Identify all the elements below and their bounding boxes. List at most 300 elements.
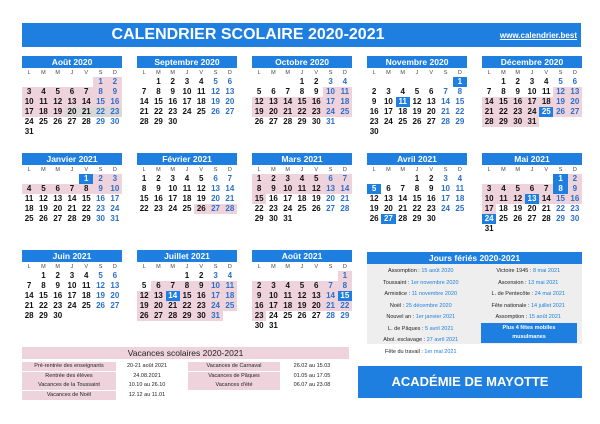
day-cell: 21 bbox=[441, 107, 450, 116]
day-cell: 23 bbox=[252, 311, 266, 321]
month-title: Février 2021 bbox=[137, 153, 237, 165]
day-cell: 30 bbox=[268, 214, 278, 223]
jour-ferie-row bbox=[367, 347, 475, 359]
day-cell: 11 bbox=[455, 184, 465, 193]
weekday-label: D bbox=[227, 70, 232, 76]
weekday-label: M bbox=[285, 167, 290, 173]
day-cell: 26 bbox=[53, 117, 63, 126]
day-cell: 17 bbox=[525, 97, 539, 107]
empty-day-cell bbox=[22, 174, 36, 184]
vacances-dates: 10.10 au 26.10 bbox=[128, 382, 166, 388]
day-cell: 27 bbox=[326, 204, 335, 213]
day-cell: 6 bbox=[65, 87, 79, 97]
weekday-label: L bbox=[27, 167, 31, 173]
empty-day-cell bbox=[396, 174, 410, 184]
month-day-grid bbox=[22, 166, 122, 224]
day-cell: 4 bbox=[36, 87, 50, 97]
month-day-grid bbox=[22, 263, 122, 321]
vacances-label: Vacances de Carnaval bbox=[188, 362, 280, 371]
day-cell: 14 bbox=[398, 194, 408, 203]
weekday-label: L bbox=[487, 167, 491, 173]
weekday-label: M bbox=[515, 70, 520, 76]
day-cell: 22 bbox=[153, 107, 163, 116]
day-cell: 28 bbox=[81, 117, 91, 126]
day-cell: 14 bbox=[323, 291, 337, 301]
day-cell: 26 bbox=[412, 117, 422, 126]
weekday-label: D bbox=[112, 70, 117, 76]
day-cell: 28 bbox=[223, 204, 237, 214]
day-cell: 15 bbox=[93, 97, 107, 107]
day-cell: 28 bbox=[67, 214, 77, 223]
day-cell: 22 bbox=[139, 204, 149, 213]
day-cell: 10 bbox=[441, 184, 450, 193]
day-cell: 3 bbox=[443, 174, 448, 183]
day-cell: 9 bbox=[252, 291, 266, 301]
day-cell: 16 bbox=[108, 97, 122, 107]
weekday-label: D bbox=[342, 167, 347, 173]
day-cell: 3 bbox=[328, 77, 333, 86]
day-cell: 30 bbox=[369, 127, 379, 136]
day-cell: 18 bbox=[455, 194, 465, 203]
day-cell: 1 bbox=[41, 271, 46, 280]
day-cell: 12 bbox=[252, 97, 266, 107]
day-cell: 5 bbox=[256, 87, 262, 96]
day-cell: 10 bbox=[108, 184, 122, 194]
day-cell: 15 bbox=[455, 97, 465, 106]
day-cell: 19 bbox=[51, 107, 65, 117]
weekday-label: V bbox=[199, 167, 204, 173]
weekday-label: V bbox=[84, 264, 89, 270]
day-cell: 17 bbox=[441, 194, 450, 203]
empty-day-cell bbox=[309, 271, 323, 281]
day-cell: 16 bbox=[96, 194, 105, 203]
day-cell: 1 bbox=[338, 271, 352, 281]
day-cell: 19 bbox=[211, 97, 220, 106]
day-cell: 20 bbox=[65, 107, 79, 117]
day-cell: 16 bbox=[53, 291, 63, 300]
day-cell: 18 bbox=[24, 204, 34, 213]
day-cell: 25 bbox=[455, 204, 465, 213]
weekday-label: V bbox=[199, 264, 204, 270]
month-title: Mai 2021 bbox=[482, 153, 582, 165]
day-cell: 12 bbox=[295, 291, 309, 301]
day-cell: 23 bbox=[96, 204, 105, 213]
day-cell: 27 bbox=[268, 117, 278, 126]
day-cell: 30 bbox=[53, 311, 63, 320]
weekday-label: M bbox=[386, 70, 391, 76]
day-cell: 23 bbox=[108, 107, 122, 117]
weekday-label: J bbox=[70, 70, 74, 76]
day-cell: 13 bbox=[110, 281, 120, 290]
day-cell: 17 bbox=[182, 97, 192, 106]
day-cell: 22 bbox=[412, 204, 422, 213]
day-cell: 31 bbox=[208, 311, 222, 321]
day-cell: 29 bbox=[38, 311, 48, 320]
day-cell: 25 bbox=[283, 311, 293, 320]
day-cell: 30 bbox=[311, 117, 321, 126]
day-cell: 14 bbox=[24, 291, 34, 300]
month-title: Septembre 2020 bbox=[137, 56, 237, 68]
day-cell: 31 bbox=[268, 321, 278, 330]
day-cell: 16 bbox=[268, 194, 278, 203]
day-cell: 8 bbox=[299, 87, 305, 96]
day-cell: 12 bbox=[369, 194, 379, 203]
day-cell: 11 bbox=[197, 87, 206, 96]
day-cell: 6 bbox=[112, 271, 118, 280]
vacances-title: Vacances scolaires 2020-2021 bbox=[22, 347, 349, 359]
day-cell: 3 bbox=[386, 87, 391, 96]
weekday-label: M bbox=[41, 167, 46, 173]
day-cell: 12 bbox=[96, 281, 105, 290]
day-cell: 2 bbox=[93, 174, 107, 184]
month-day-grid bbox=[137, 166, 237, 214]
month-calendar bbox=[252, 56, 352, 127]
day-cell: 18 bbox=[539, 97, 553, 107]
day-cell: 24 bbox=[67, 301, 77, 310]
day-cell: 10 bbox=[266, 291, 280, 301]
empty-day-cell bbox=[323, 271, 337, 281]
day-cell: 6 bbox=[51, 184, 65, 194]
empty-day-cell bbox=[482, 174, 496, 184]
empty-day-cell bbox=[65, 174, 79, 184]
month-calendar bbox=[252, 250, 352, 331]
day-cell: 6 bbox=[572, 77, 578, 86]
day-cell: 3 bbox=[266, 281, 280, 291]
day-cell: 19 bbox=[38, 204, 48, 213]
month-title: Avril 2021 bbox=[367, 153, 467, 165]
month-day-grid bbox=[252, 166, 352, 224]
day-cell: 4 bbox=[400, 87, 405, 96]
empty-day-cell bbox=[396, 77, 410, 87]
day-cell: 4 bbox=[295, 174, 309, 184]
day-cell: 22 bbox=[38, 301, 48, 310]
day-cell: 11 bbox=[281, 291, 295, 301]
day-cell: 9 bbox=[170, 87, 175, 96]
day-cell: 20 bbox=[568, 97, 582, 107]
month-calendar bbox=[137, 153, 237, 214]
month-calendar bbox=[137, 250, 237, 321]
day-cell: 21 bbox=[281, 107, 295, 117]
day-cell: 7 bbox=[486, 87, 492, 96]
day-cell: 22 bbox=[556, 204, 565, 213]
day-cell: 24 bbox=[24, 117, 34, 126]
day-cell: 30 bbox=[110, 117, 120, 126]
day-cell: 1 bbox=[93, 77, 107, 87]
day-cell: 10 bbox=[383, 97, 393, 106]
day-cell: 13 bbox=[426, 97, 436, 106]
day-cell: 15 bbox=[412, 194, 422, 203]
weekday-label: D bbox=[112, 167, 117, 173]
day-cell: 15 bbox=[153, 97, 163, 106]
day-cell: 7 bbox=[338, 174, 352, 184]
website-link[interactable]: www.calendrier.best bbox=[499, 31, 577, 40]
day-cell: 1 bbox=[299, 77, 305, 86]
day-cell: 13 bbox=[309, 291, 323, 301]
day-cell: 14 bbox=[338, 184, 352, 194]
day-cell: 20 bbox=[326, 194, 335, 203]
month-calendar bbox=[252, 153, 352, 224]
day-cell: 22 bbox=[180, 301, 194, 311]
day-cell: 20 bbox=[309, 301, 323, 311]
day-cell: 1 bbox=[414, 174, 420, 183]
day-cell: 5 bbox=[414, 87, 420, 96]
day-cell: 29 bbox=[254, 214, 264, 223]
vacances-dates: 26.02 au 15.03 bbox=[293, 363, 331, 369]
month-day-grid bbox=[367, 69, 467, 137]
day-cell: 24 bbox=[383, 117, 393, 126]
jour-ferie-date: 8 mai 2021 bbox=[532, 268, 561, 274]
day-cell: 13 bbox=[266, 97, 280, 107]
day-cell: 25 bbox=[297, 204, 307, 213]
weekday-label: J bbox=[300, 70, 304, 76]
day-cell: 16 bbox=[568, 194, 582, 204]
weekday-label: L bbox=[142, 264, 146, 270]
day-cell: 2 bbox=[199, 271, 204, 280]
day-cell: 25 bbox=[223, 301, 237, 311]
day-cell: 27 bbox=[225, 107, 235, 116]
day-cell: 20 bbox=[53, 204, 63, 213]
day-cell: 11 bbox=[182, 184, 192, 193]
empty-day-cell bbox=[525, 174, 539, 184]
weekday-label: L bbox=[487, 70, 491, 76]
jours-feries-right-column bbox=[475, 266, 583, 358]
day-cell: 17 bbox=[110, 194, 120, 203]
day-cell: 27 bbox=[110, 301, 120, 310]
day-cell: 5 bbox=[309, 174, 323, 184]
day-cell: 3 bbox=[213, 271, 218, 280]
empty-day-cell bbox=[496, 174, 510, 184]
day-cell: 31 bbox=[525, 117, 539, 127]
day-cell: 15 bbox=[81, 194, 91, 203]
day-cell: 16 bbox=[369, 107, 379, 116]
vacances-label: Pré-rentrée des enseignants bbox=[22, 362, 116, 371]
day-cell: 11 bbox=[396, 97, 410, 107]
day-cell: 15 bbox=[252, 194, 266, 204]
day-cell: 28 bbox=[541, 214, 551, 223]
day-cell: 3 bbox=[529, 77, 535, 86]
weekday-label: M bbox=[170, 70, 175, 76]
empty-day-cell bbox=[281, 271, 295, 281]
weekday-label: M bbox=[515, 167, 520, 173]
day-cell: 26 bbox=[553, 107, 567, 117]
day-cell: 27 bbox=[151, 311, 165, 321]
day-cell: 29 bbox=[496, 117, 510, 127]
day-cell: 24 bbox=[268, 311, 278, 320]
jour-ferie-name: Nouvel an : bbox=[386, 314, 415, 320]
jour-ferie-name: Victoire 1945 : bbox=[496, 268, 532, 274]
jour-ferie-name: Toussaint : bbox=[382, 279, 410, 286]
day-cell: 28 bbox=[326, 311, 335, 320]
day-cell: 13 bbox=[323, 184, 337, 194]
day-cell: 27 bbox=[67, 117, 77, 126]
day-cell: 17 bbox=[22, 107, 36, 117]
month-calendar bbox=[367, 153, 467, 224]
day-cell: 24 bbox=[168, 204, 178, 213]
day-cell: 29 bbox=[153, 117, 163, 126]
day-cell: 27 bbox=[527, 214, 537, 223]
month-day-grid bbox=[482, 69, 582, 127]
weekday-label: J bbox=[530, 70, 534, 76]
day-cell: 26 bbox=[297, 311, 307, 320]
day-cell: 24 bbox=[525, 107, 539, 117]
weekday-label: L bbox=[372, 167, 376, 173]
day-cell: 23 bbox=[570, 204, 580, 213]
day-cell: 16 bbox=[153, 194, 163, 203]
day-cell: 20 bbox=[151, 301, 165, 311]
day-cell: 20 bbox=[426, 107, 436, 116]
weekday-label: J bbox=[185, 167, 189, 173]
day-cell: 2 bbox=[429, 174, 434, 183]
day-cell: 30 bbox=[194, 311, 208, 321]
month-day-grid bbox=[482, 166, 582, 234]
day-cell: 12 bbox=[412, 97, 422, 106]
weekday-label: J bbox=[300, 264, 304, 270]
day-cell: 4 bbox=[184, 174, 190, 183]
weekday-label: S bbox=[213, 167, 218, 173]
day-cell: 21 bbox=[541, 204, 551, 213]
jour-ferie-row bbox=[367, 312, 475, 324]
day-cell: 10 bbox=[482, 194, 496, 204]
weekday-label: D bbox=[342, 264, 347, 270]
day-cell: 22 bbox=[254, 204, 264, 213]
day-cell: 17 bbox=[208, 291, 222, 301]
day-cell: 24 bbox=[441, 204, 450, 213]
day-cell: 23 bbox=[426, 204, 436, 213]
fetes-note-line2: musulmanes bbox=[512, 334, 546, 340]
day-cell: 7 bbox=[227, 174, 233, 183]
day-cell: 21 bbox=[166, 301, 180, 311]
vacances-label: Vacances de Noël bbox=[22, 391, 116, 400]
day-cell: 19 bbox=[369, 204, 379, 213]
day-cell: 6 bbox=[227, 77, 233, 86]
day-cell: 8 bbox=[141, 184, 147, 193]
day-cell: 2 bbox=[371, 87, 377, 96]
day-cell: 1 bbox=[79, 174, 93, 184]
day-cell: 9 bbox=[515, 87, 520, 96]
day-cell: 23 bbox=[53, 301, 63, 310]
day-cell: 12 bbox=[51, 97, 65, 107]
day-cell: 3 bbox=[184, 77, 190, 86]
day-cell: 26 bbox=[38, 214, 48, 223]
weekday-label: M bbox=[285, 264, 290, 270]
day-cell: 19 bbox=[553, 97, 567, 107]
day-cell: 29 bbox=[297, 117, 307, 126]
day-cell: 6 bbox=[213, 174, 218, 183]
day-cell: 24 bbox=[283, 204, 293, 213]
day-cell: 25 bbox=[498, 214, 508, 223]
day-cell: 20 bbox=[527, 204, 537, 213]
day-cell: 31 bbox=[326, 117, 335, 126]
day-cell: 17 bbox=[482, 204, 496, 214]
empty-day-cell bbox=[252, 271, 266, 281]
empty-day-cell bbox=[381, 77, 395, 87]
weekday-label: V bbox=[544, 70, 549, 76]
day-cell: 28 bbox=[139, 117, 149, 126]
day-cell: 15 bbox=[180, 291, 194, 301]
day-cell: 26 bbox=[513, 214, 523, 223]
weekday-label: M bbox=[285, 70, 290, 76]
day-cell: 11 bbox=[223, 281, 237, 291]
day-cell: 25 bbox=[38, 117, 48, 126]
jour-ferie-name: Noël : bbox=[389, 302, 405, 309]
day-cell: 1 bbox=[252, 174, 266, 184]
day-cell: 20 bbox=[225, 97, 235, 106]
weekday-label: S bbox=[443, 70, 448, 76]
day-cell: 1 bbox=[184, 271, 190, 280]
day-cell: 18 bbox=[297, 194, 307, 203]
day-cell: 26 bbox=[194, 204, 208, 214]
day-cell: 1 bbox=[553, 174, 567, 184]
day-cell: 29 bbox=[556, 214, 565, 223]
weekday-label: J bbox=[530, 167, 534, 173]
empty-day-cell bbox=[166, 271, 180, 281]
day-cell: 4 bbox=[227, 271, 233, 280]
day-cell: 28 bbox=[398, 214, 408, 223]
title-bar bbox=[22, 23, 581, 47]
day-cell: 22 bbox=[295, 107, 309, 117]
day-cell: 19 bbox=[412, 107, 422, 116]
day-cell: 15 bbox=[295, 97, 309, 107]
weekday-label: S bbox=[98, 70, 103, 76]
day-cell: 10 bbox=[168, 184, 178, 193]
day-cell: 21 bbox=[67, 204, 77, 213]
day-cell: 6 bbox=[323, 174, 337, 184]
weekday-label: M bbox=[55, 167, 60, 173]
jour-ferie-date: 1er mai 2021 bbox=[424, 348, 457, 355]
day-cell: 8 bbox=[156, 87, 161, 96]
day-cell: 6 bbox=[271, 87, 276, 96]
day-cell: 19 bbox=[96, 291, 105, 300]
day-cell: 24 bbox=[182, 107, 192, 116]
day-cell: 9 bbox=[108, 87, 122, 97]
day-cell: 19 bbox=[252, 107, 266, 117]
day-cell: 29 bbox=[455, 117, 465, 126]
weekday-label: M bbox=[156, 70, 161, 76]
day-cell: 15 bbox=[338, 291, 352, 301]
day-cell: 12 bbox=[137, 291, 151, 301]
weekday-label: S bbox=[328, 167, 333, 173]
day-cell: 27 bbox=[381, 214, 395, 224]
day-cell: 12 bbox=[309, 184, 323, 194]
weekday-label: M bbox=[55, 264, 60, 270]
weekday-label: S bbox=[98, 167, 103, 173]
day-cell: 2 bbox=[266, 174, 280, 184]
empty-day-cell bbox=[137, 271, 151, 281]
weekday-label: V bbox=[314, 167, 319, 173]
day-cell: 10 bbox=[67, 281, 77, 290]
month-calendar bbox=[482, 56, 582, 127]
weekday-label: M bbox=[271, 167, 276, 173]
day-cell: 28 bbox=[24, 311, 34, 320]
day-cell: 11 bbox=[295, 184, 309, 194]
day-cell: 30 bbox=[254, 321, 264, 330]
day-cell: 4 bbox=[199, 77, 204, 86]
empty-day-cell bbox=[438, 77, 452, 87]
day-cell: 28 bbox=[166, 311, 180, 321]
weekday-label: J bbox=[415, 70, 419, 76]
day-cell: 5 bbox=[213, 77, 218, 86]
day-cell: 28 bbox=[482, 117, 496, 127]
day-cell: 23 bbox=[268, 204, 278, 213]
day-cell: 23 bbox=[511, 107, 525, 117]
jour-ferie-name: L. de Pâques : bbox=[388, 325, 424, 332]
day-cell: 12 bbox=[511, 194, 525, 204]
day-cell: 7 bbox=[539, 184, 553, 194]
weekday-label: L bbox=[27, 264, 31, 270]
day-cell: 2 bbox=[515, 77, 520, 86]
day-cell: 23 bbox=[369, 117, 379, 126]
day-cell: 4 bbox=[342, 77, 348, 86]
